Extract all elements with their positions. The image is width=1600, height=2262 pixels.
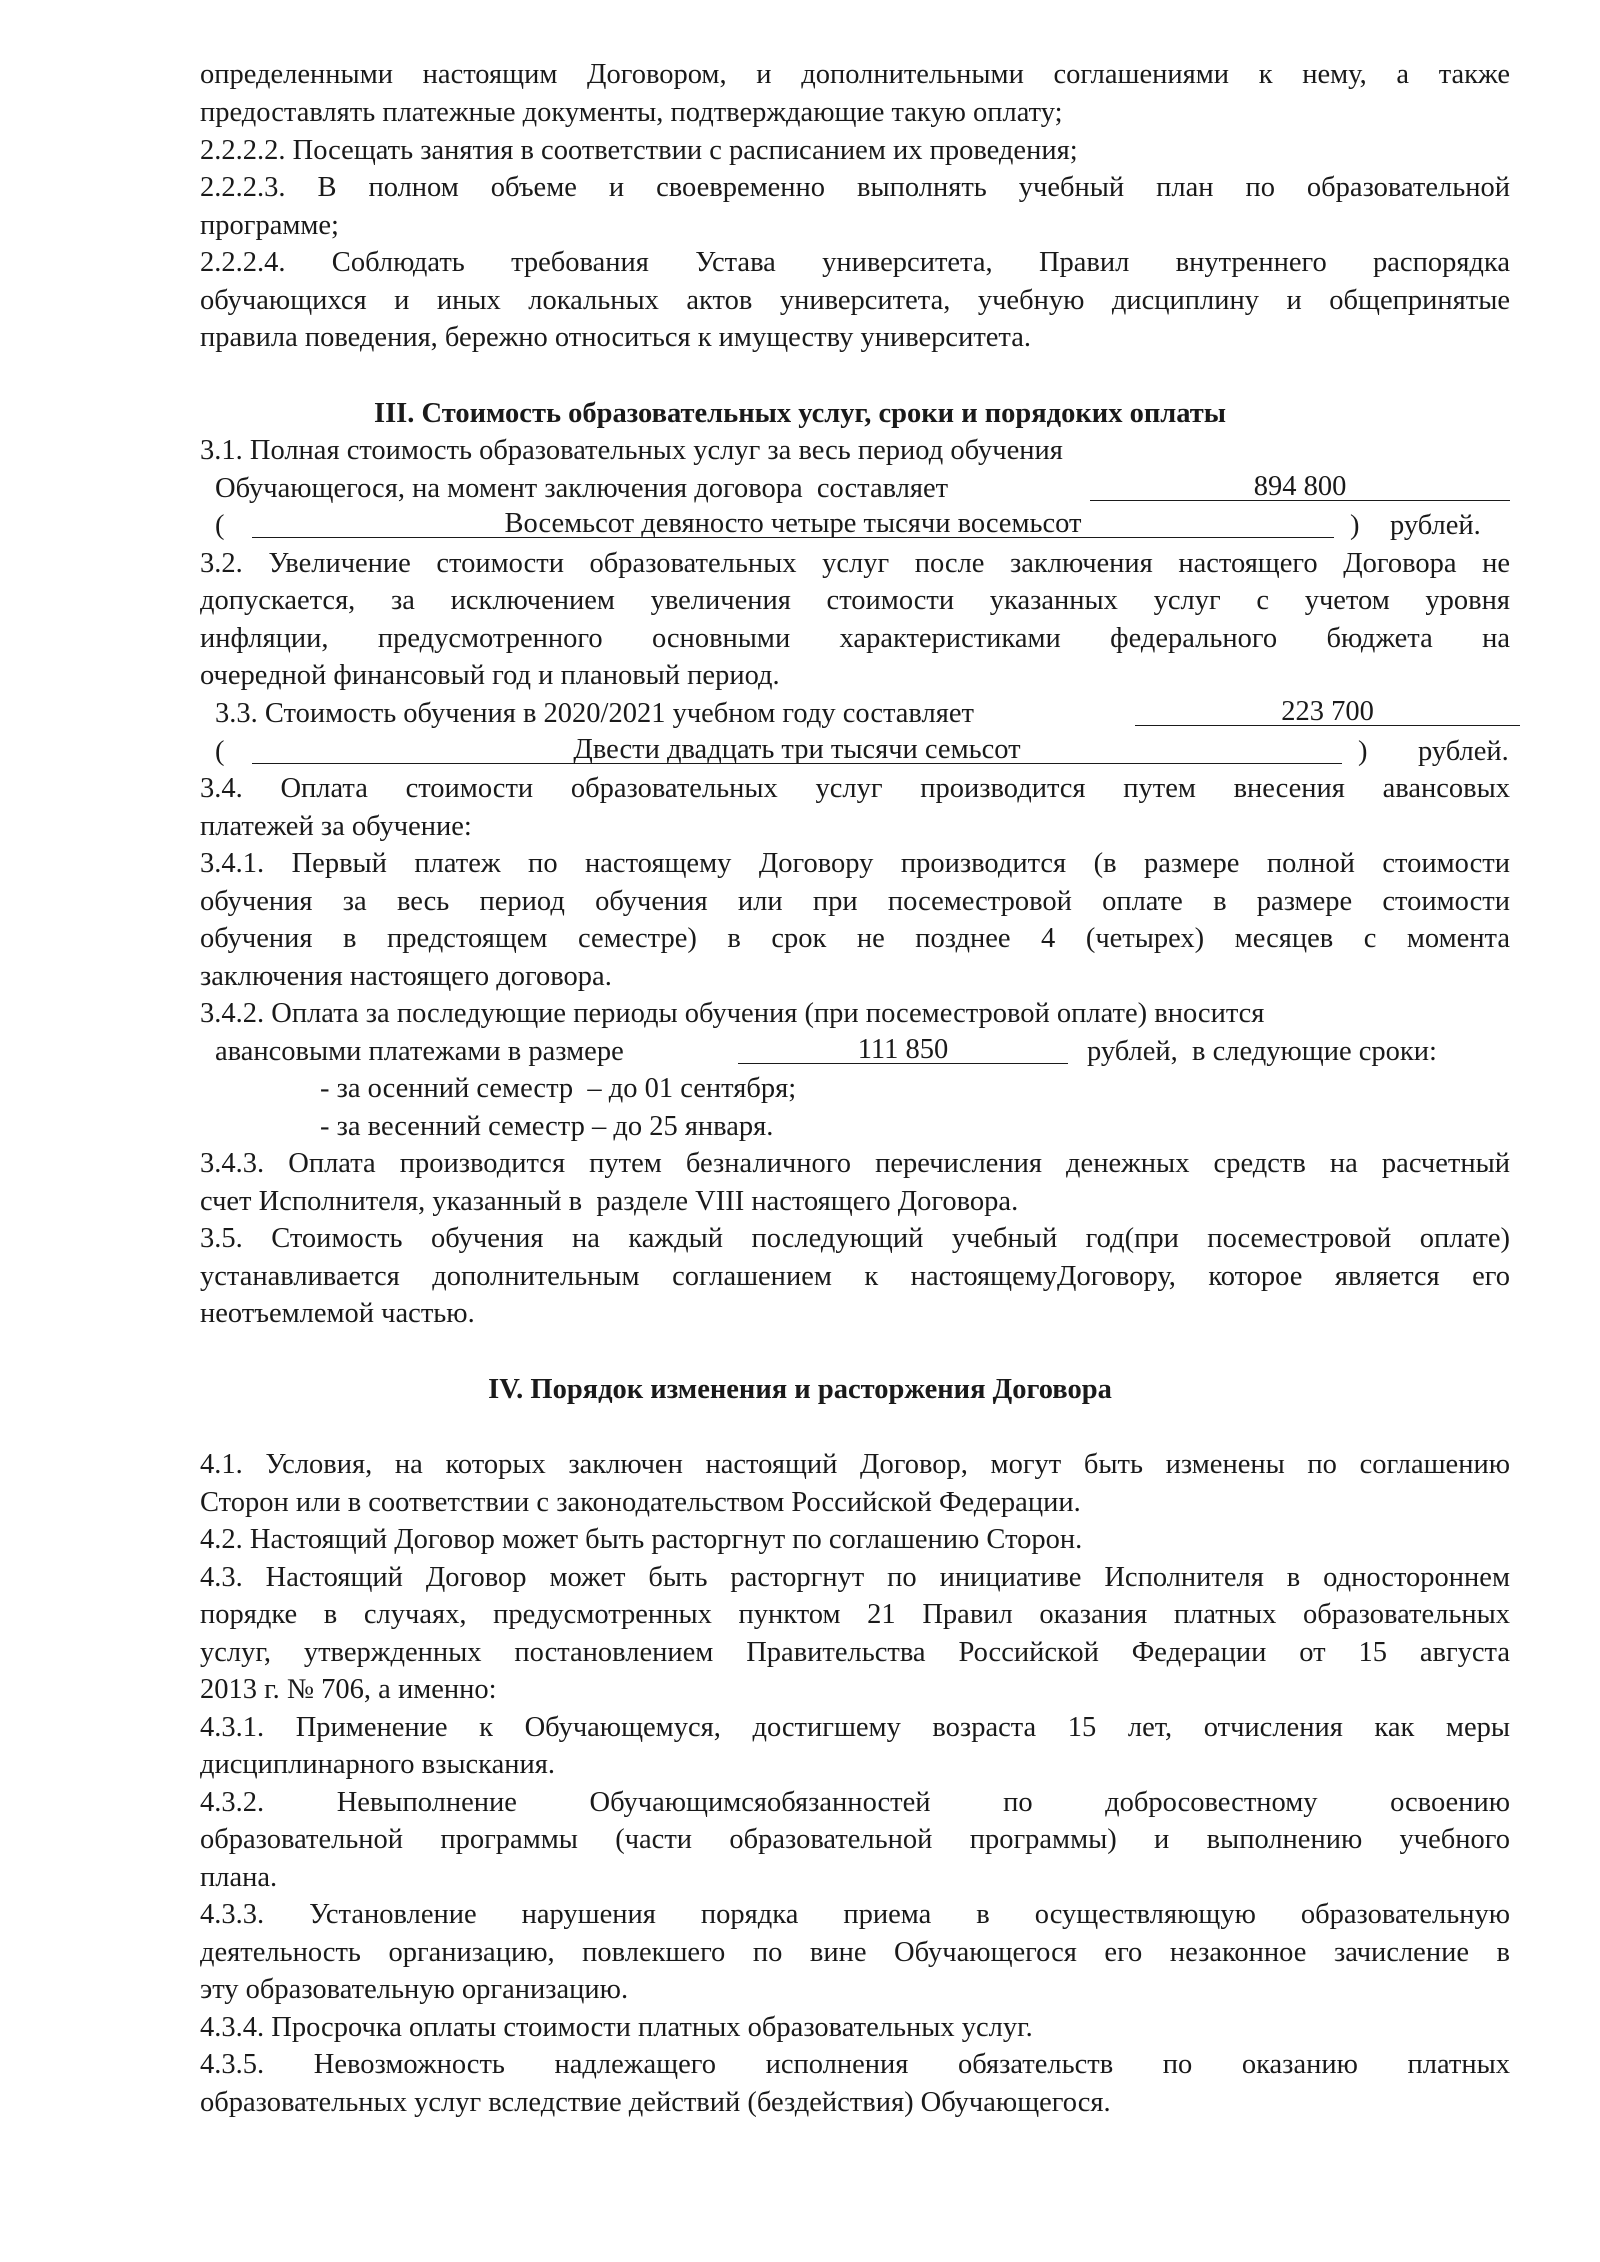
body-line: очередной финансовый год и плановый период. — [200, 660, 780, 691]
currency-label: рублей. — [1418, 736, 1509, 767]
section-4-heading: IV. Порядок изменения и расторжения Договора — [488, 1374, 1112, 1405]
body-line: 2013 г. № 706, а именно: — [200, 1674, 497, 1705]
body-line: эту образовательную организацию. — [200, 1974, 629, 2005]
clause-3-3: 3.3. Стоимость обучения в 2020/2021 учебном году составляет — [215, 698, 974, 729]
body-line: порядке в случаях, предусмотренных пунктом 21 Правил оказания платных образовательных — [200, 1599, 1510, 1630]
currency-label: рублей. — [1390, 510, 1481, 541]
close-paren: ) — [1358, 736, 1368, 767]
body-line: допускается, за исключением увеличения стоимости указанных услуг с учетом уровня — [200, 585, 1510, 616]
body-line: обучения за весь период обучения или при посеместровой оплате в размере стоимости — [200, 886, 1510, 917]
body-line: дисциплинарного взыскания. — [200, 1749, 555, 1780]
body-line: плана. — [200, 1862, 278, 1893]
clause-3-4-3: 3.4.3. Оплата производится путем безналичного перечисления денежных средств на расчетный — [200, 1148, 1510, 1179]
clause-4-3-5: 4.3.5. Невозможность надлежащего исполнения обязательств по оказанию платных — [200, 2049, 1510, 2080]
clause-3-2: 3.2. Увеличение стоимости образовательных услуг после заключения настоящего Договора не — [200, 548, 1510, 579]
clause-2-2-2-2: 2.2.2.2. Посещать занятия в соответствии с расписанием их проведения; — [200, 135, 1078, 166]
body-line: инфляции, предусмотренного основными характеристиками федерального бюджета на — [200, 623, 1510, 654]
spring-deadline: - за весенний семестр – до 25 января. — [320, 1111, 774, 1142]
clause-4-3: 4.3. Настоящий Договор может быть расторгнут по инициативе Исполнителя в одностороннем — [200, 1562, 1510, 1593]
body-line: Сторон или в соответствии с законодательством Российской Федерации. — [200, 1487, 1081, 1518]
body-line: авансовыми платежами в размере — [215, 1036, 624, 1067]
body-line: устанавливается дополнительным соглашением к настоящемуДоговору, которое является его — [200, 1261, 1510, 1292]
installment-amount: 111 850 — [738, 1033, 1068, 1064]
clause-2-2-2-3: 2.2.2.3. В полном объеме и своевременно выполнять учебный план по образовательной — [200, 172, 1510, 203]
body-line: предоставлять платежные документы, подтверждающие такую оплату; — [200, 97, 1063, 128]
body-line: заключения настоящего договора. — [200, 961, 612, 992]
body-line: программе; — [200, 210, 339, 241]
autumn-deadline: - за осенний семестр – до 01 сентября; — [320, 1073, 797, 1104]
clause-3-1: 3.1. Полная стоимость образовательных услуг за весь период обучения — [200, 435, 1063, 466]
body-line: платежей за обучение: — [200, 811, 472, 842]
body-line: образовательной программы (части образовательной программы) и выполнению учебного — [200, 1824, 1510, 1855]
clause-3-5: 3.5. Стоимость обучения на каждый последующий учебный год(при посеместровой оплате) — [200, 1223, 1510, 1254]
open-paren: ( — [215, 510, 225, 541]
body-line: неотъемлемой частью. — [200, 1298, 475, 1329]
body-line: деятельность организацию, повлекшего по вине Обучающегося его незаконное зачисление в — [200, 1937, 1510, 1968]
body-line: определенными настоящим Договором, и дополнительными соглашениями к нему, а также — [200, 59, 1510, 90]
clause-4-3-3: 4.3.3. Установление нарушения порядка приема в осуществляющую образовательную — [200, 1899, 1510, 1930]
body-line: рублей, в следующие сроки: — [1087, 1036, 1437, 1067]
clause-4-1: 4.1. Условия, на которых заключен настоящий Договор, могут быть изменены по соглашению — [200, 1449, 1510, 1480]
clause-3-4: 3.4. Оплата стоимости образовательных услуг производится путем внесения авансовых — [200, 773, 1510, 804]
clause-3-4-2: 3.4.2. Оплата за последующие периоды обучения (при посеместровой оплате) вносится — [200, 998, 1265, 1029]
body-line: правила поведения, бережно относиться к имуществу университета. — [200, 322, 1032, 353]
body-line: обучения в предстоящем семестре) в срок не позднее 4 (четырех) месяцев с момента — [200, 923, 1510, 954]
body-line: услуг, утвержденных постановлением Правительства Российской Федерации от 15 августа — [200, 1637, 1510, 1668]
clause-4-3-1: 4.3.1. Применение к Обучающемуся, достигшему возраста 15 лет, отчисления как меры — [200, 1712, 1510, 1743]
total-cost-words: Восемьсот девяносто четыре тысячи восемьсот — [252, 507, 1334, 538]
clause-2-2-2-4: 2.2.2.4. Соблюдать требования Устава университета, Правил внутреннего распорядка — [200, 247, 1510, 278]
section-3-heading: III. Стоимость образовательных услуг, сроки и порядоких оплаты — [374, 398, 1226, 429]
open-paren: ( — [215, 736, 225, 767]
body-line: Обучающегося, на момент заключения договора составляет — [215, 473, 949, 504]
body-line: образовательных услуг вследствие действий (бездействия) Обучающегося. — [200, 2087, 1111, 2118]
total-cost-value: 894 800 — [1090, 470, 1510, 501]
clause-4-3-2: 4.3.2. Невыполнение Обучающимсяобязанностей по добросовестному освоению — [200, 1787, 1510, 1818]
year-cost-value: 223 700 — [1135, 695, 1520, 726]
close-paren: ) — [1350, 510, 1360, 541]
clause-3-4-1: 3.4.1. Первый платеж по настоящему Договору производится (в размере полной стоимости — [200, 848, 1510, 879]
body-line: обучающихся и иных локальных актов университета, учебную дисциплину и общепринятые — [200, 285, 1510, 316]
clause-4-2: 4.2. Настоящий Договор может быть расторгнут по соглашению Сторон. — [200, 1524, 1083, 1555]
year-cost-words: Двести двадцать три тысячи семьсот — [252, 733, 1342, 764]
clause-4-3-4: 4.3.4. Просрочка оплаты стоимости платных образовательных услуг. — [200, 2012, 1033, 2043]
body-line: счет Исполнителя, указанный в разделе VIII настоящего Договора. — [200, 1186, 1019, 1217]
